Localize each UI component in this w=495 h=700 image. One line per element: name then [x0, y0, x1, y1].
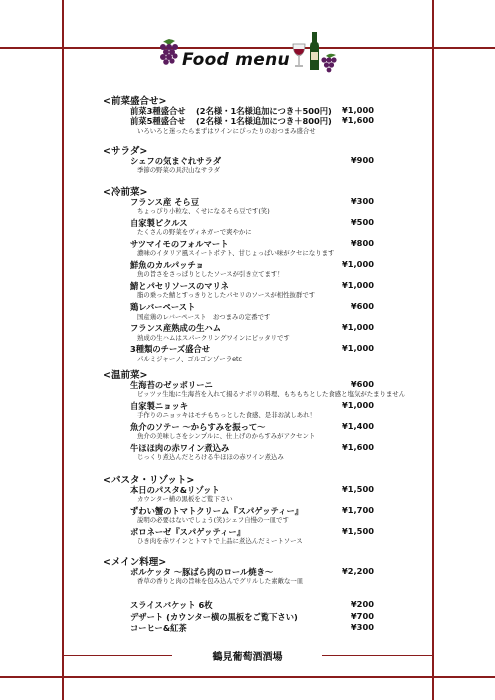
menu-item-name: サツマイモのフォルマート — [130, 238, 229, 249]
menu-item-name: ポルケッタ ～豚ばら肉のロール焼き～ — [130, 566, 274, 577]
menu-item-description: ひき肉を赤ワインとトマトで上品に煮込んだミートソース — [137, 537, 303, 546]
menu-item-name: フランス産 そら豆 — [130, 196, 200, 207]
menu-item-price: ¥1,700 — [341, 504, 374, 515]
menu-item-price: ¥1,500 — [341, 483, 374, 494]
menu-item-price: ¥1,000 — [341, 104, 374, 115]
menu-item-name: 生海苔のゼッポリーニ — [130, 379, 213, 390]
menu-item-price: ¥1,000 — [341, 279, 374, 290]
menu-item-description: いろいろと迷ったらまずはワインにぴったりのおつまみ盛合せ — [137, 126, 316, 135]
extra-item-price: ¥200 — [350, 599, 374, 609]
menu-item-name: 前菜5種盛合せ — [130, 116, 186, 126]
section-heading: <前菜盛合せ> — [103, 96, 167, 107]
menu-item-name: シェフの気まぐれサラダ — [130, 155, 222, 166]
menu-item-price: ¥1,000 — [341, 322, 374, 333]
extra-item-name: スライスバケット 6枚 — [130, 600, 213, 610]
menu-item-description: じっくり煮込んだとろける牛ほほの赤ワイン煮込み — [137, 453, 284, 462]
menu-item-name: 鮮魚のカルパッチョ — [130, 259, 204, 270]
menu-item-name: フランス産熟成の生ハム — [130, 323, 222, 334]
menu-item-price: ¥1,400 — [341, 420, 374, 431]
section-heading: <パスタ・リゾット> — [103, 475, 195, 486]
section-heading: <冷前菜> — [103, 187, 148, 198]
menu-item-note: (2名様・1名様追加につき＋500円) — [196, 105, 332, 116]
extra-item-price: ¥300 — [350, 622, 374, 632]
section-heading: <温前菜> — [103, 370, 148, 381]
menu-item-description: ピッツァ生地に生海苔を入れて揚るナポリの料理、もちもちとした食感と塩気がたまりません — [137, 390, 406, 398]
menu-item-description: 手作りのニョッキはモチもちっとした食感、是非お試しあれ！ — [137, 411, 316, 420]
menu-item-price: ¥600 — [350, 301, 374, 311]
menu-item-price: ¥2,200 — [341, 565, 374, 576]
menu-item-price: ¥300 — [350, 195, 374, 206]
menu-item-name: 自家製ニョッキ — [130, 400, 189, 411]
menu-item-price: ¥500 — [350, 216, 374, 227]
menu-item-price: ¥1,000 — [341, 399, 374, 410]
menu-item-description: 魚の旨さをさっぱりとしたソースが引き立てます！ — [137, 270, 284, 279]
menu-item-price: ¥1,600 — [341, 115, 374, 125]
footer-restaurant-name: 鶴見葡萄酒酒場 — [212, 652, 283, 663]
menu-item-price: ¥800 — [350, 237, 374, 248]
menu-item-name: 鶏レバーペースト — [130, 302, 196, 312]
menu-item-description: パルミジャーノ、ゴルゴンゾーラetc — [137, 354, 243, 363]
menu-item-price: ¥900 — [350, 154, 374, 165]
menu-item-description: 国産鶏のレバーペースト おつまみの定番です — [137, 312, 271, 321]
section-heading: <メイン料理> — [103, 557, 167, 568]
extra-item-name: コーヒー&紅茶 — [130, 623, 187, 633]
menu-item-price: ¥1,600 — [341, 441, 374, 452]
menu-item-description: たくさんの野菜をヴィネガーで爽やかに — [137, 228, 252, 237]
menu-title: Food menu — [182, 50, 290, 70]
menu-item-price: ¥1,000 — [341, 258, 374, 269]
menu-item-name: ずわい蟹のトマトクリーム『スパゲッティー』 — [130, 505, 304, 516]
menu-item-name: 牛ほほ肉の赤ワイン煮込み — [130, 442, 230, 453]
menu-item-description: 熟成の生ハムはスパークリングワインにピッタリです — [137, 333, 290, 342]
menu-item-name: ボロネーゼ『スパゲッティー』 — [130, 526, 245, 537]
menu-item-name: 鯖とパセリソースのマリネ — [130, 280, 229, 291]
section-heading: <サラダ> — [103, 146, 148, 157]
menu-item-description: 濃味のイタリア風スイートポテト、甘じょっぱい味がクセになります — [137, 249, 335, 258]
menu-item-description: 季節の野菜の具沢山なサラダ — [137, 166, 221, 174]
menu-item-description: 香草の香りと肉の旨味を包み込んでグリルした素敵な一皿 — [137, 577, 304, 585]
menu-item-note: (2名様・1名様追加につき＋800円) — [196, 116, 332, 126]
menu-item-description: ちょっぴり小粒な、くせになるそら豆です(笑) — [137, 207, 270, 215]
menu-item-description: 脂の乗った鯖とすっきりとしたパセリのソースが相性抜群です — [137, 291, 316, 300]
menu-item-name: 前菜3種盛合せ — [130, 105, 186, 116]
menu-item-price: ¥600 — [350, 378, 374, 389]
menu-item-price: ¥1,500 — [341, 525, 374, 536]
menu-item-name: 本日のパスタ&リゾット — [130, 484, 220, 495]
menu-item-name: 自家製ピクルス — [130, 217, 188, 228]
menu-item-price: ¥1,000 — [341, 343, 374, 354]
menu-item-description: 魚介の美味しさをシンプルに、仕上げのからすみがアクセント — [137, 432, 316, 441]
menu-item-description: カウンター横の黒板をご覧下さい — [137, 495, 233, 503]
menu-item-name: 3種類のチーズ盛合せ — [130, 344, 211, 355]
extra-item-price: ¥700 — [350, 610, 374, 621]
menu-item-description: 説明の必要はないでしょう(笑)シェフ自慢の一皿です — [137, 516, 289, 525]
extra-item-name: デザート (カウンター横の黒板をご覧下さい) — [130, 611, 298, 622]
menu-item-name: 魚介のソテー ～からすみを振って～ — [130, 421, 266, 432]
